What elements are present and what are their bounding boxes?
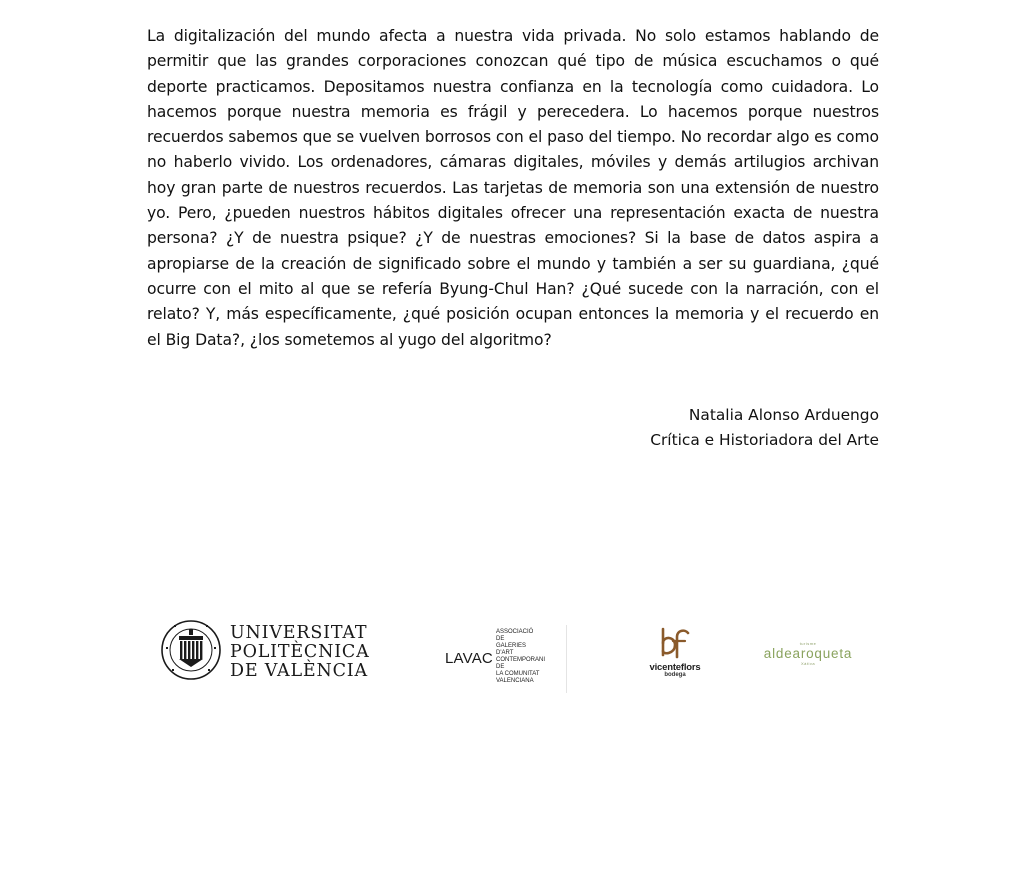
vicenteflors-sub: bodega — [664, 672, 686, 678]
university-seal-icon — [160, 619, 222, 681]
upv-line-3: DE VALÈNCIA — [230, 661, 368, 681]
body-paragraph: La digitalización del mundo afecta a nuestra vida privada. No solo estamos hablando de permitir que las grandes corporaciones conozcan qué tipo de música escuchamos o qué deporte practicamos. Depositamos nuestra confianza en la tecnología como cuidadora. Lo hacemos porque nuestra memoria es frágil y perecedera. Lo hacemos porque nuestros recuerdos sabemos que se vuelven borrosos con el paso del tiempo. No recordar algo es como no haberlo vivido. Los ordenadores, cámaras digitales, móviles y demás artilugios archivan hoy gran parte de nuestros recuerdos. Las tarjetas de memoria son una extensión de nuestro yo. Pero, ¿pueden nuestros hábitos digitales ofrecer una representación exacta de nuestra persona? ¿Y de nuestra psique? ¿Y de nuestras emociones? Si la base de datos aspira a apropiarse de la creación de significado sobre el mundo y también a ser su guardiana, ¿qué ocurre con el mito al que se refería Byung-Chul Han? ¿Qué sucede con la narración, con el relato? Y, más específicamente, ¿qué posición ocupan entonces la memoria y el recuerdo en el Big Data?, ¿los sometemos al yugo del algoritmo? — [147, 27, 879, 349]
vicenteflors-name: vicenteflors — [649, 662, 701, 673]
bf-monogram-icon — [655, 627, 695, 661]
upv-line-1: UNIVERSITAT — [230, 623, 368, 643]
signature-block — [650, 403, 879, 453]
lavac-line: D'ART — [496, 650, 514, 656]
lavac-divider — [566, 625, 567, 693]
vicenteflors-logo — [640, 627, 710, 687]
lavac-name: LAVAC — [445, 650, 493, 667]
author-name: Natalia Alonso Arduengo — [688, 406, 879, 424]
author-role: Crítica e Historiadora del Arte — [650, 431, 879, 449]
lavac-line: DE — [496, 664, 505, 670]
upv-logo — [160, 619, 370, 685]
lavac-line: GALERIES — [496, 643, 527, 649]
lavac-description — [496, 629, 545, 685]
aldearoqueta-logo — [760, 641, 856, 677]
lavac-line: ASSOCIACIÓ — [496, 629, 534, 635]
aldearoqueta-top: turisme — [799, 641, 817, 646]
upv-line-2: POLITÈCNICA — [230, 642, 370, 662]
sponsor-logos — [0, 615, 1024, 695]
lavac-line: DE — [496, 636, 505, 642]
upv-wordmark — [230, 624, 370, 681]
lavac-line: VALENCIANA — [496, 678, 534, 684]
aldearoqueta-name: aldearoqueta — [763, 646, 853, 661]
aldearoqueta-bottom: Xàtiva — [800, 661, 816, 666]
lavac-line: CONTEMPORANI — [496, 657, 546, 663]
lavac-logo — [445, 625, 575, 695]
lavac-line: LA COMUNITAT — [496, 671, 540, 677]
